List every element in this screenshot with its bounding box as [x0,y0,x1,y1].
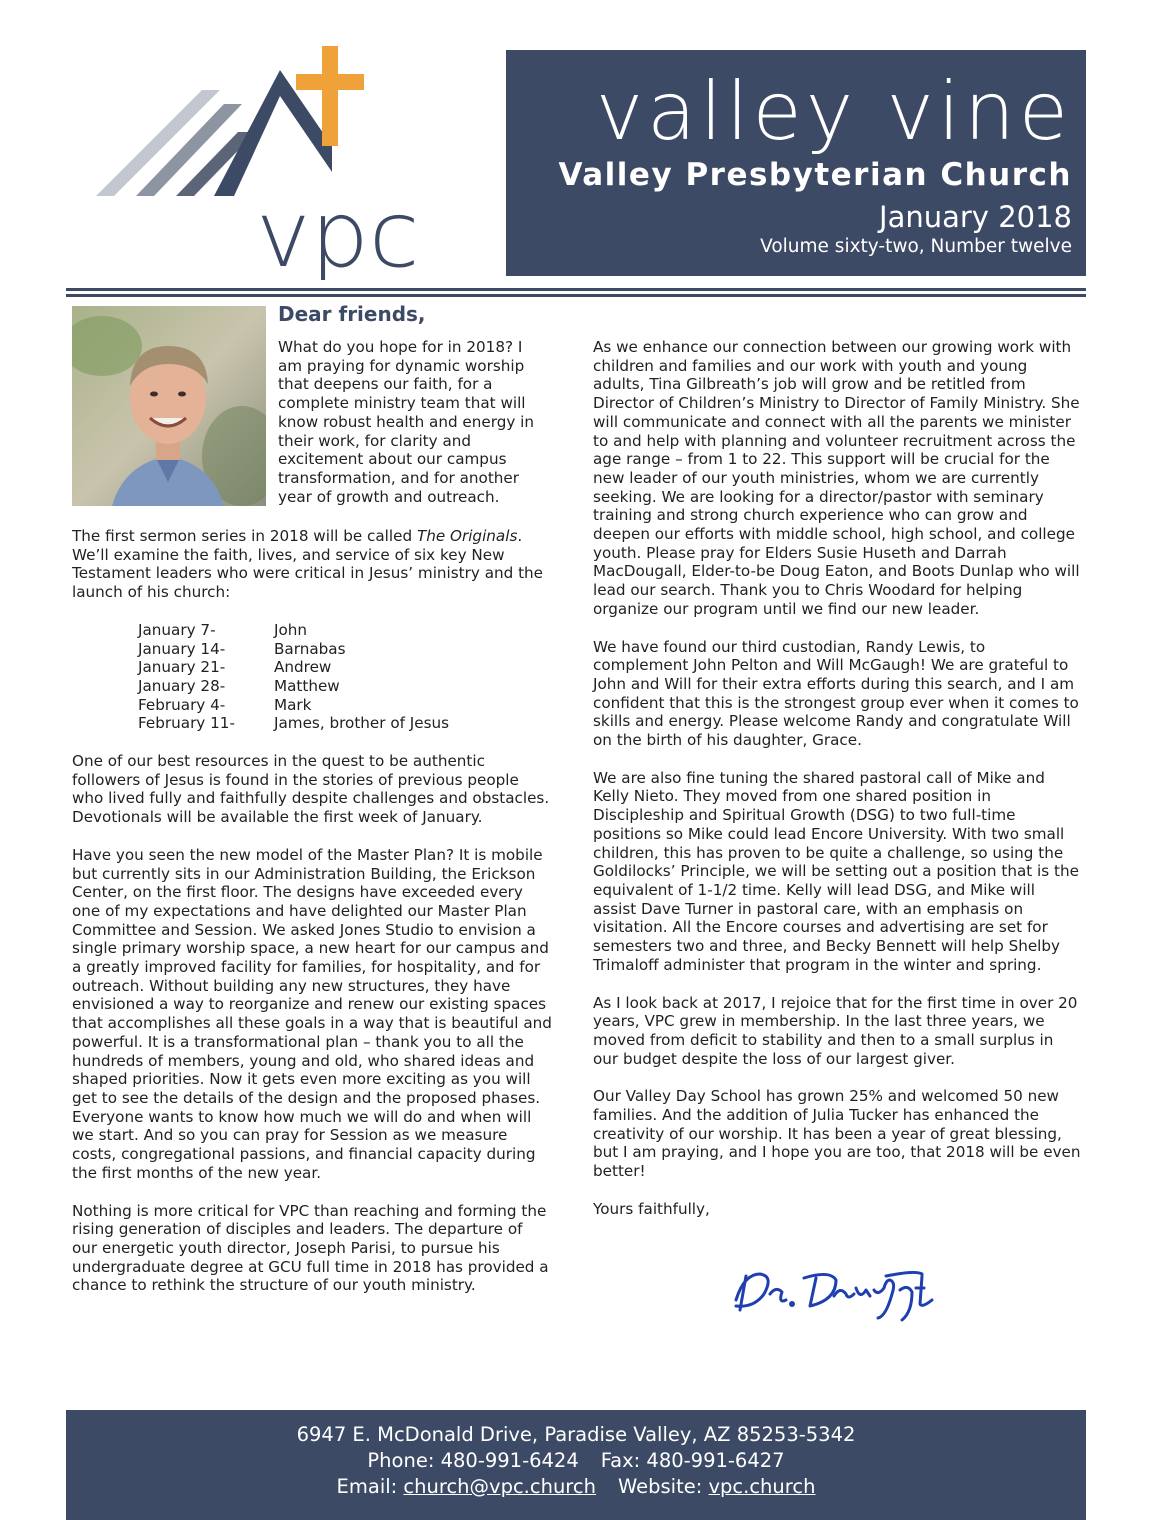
vpc-logo-icon [96,44,466,280]
pastor-photo [72,306,266,506]
sermon-paragraph [72,527,552,602]
newsletter-title: valley vine [595,65,1072,158]
phone-number: Phone: 480-991-6424 [367,1449,579,1472]
schedule-date: January 14- [138,639,226,658]
schedule-row [138,640,449,659]
body-paragraph: As we enhance our connection between our growing work with children and families and our work with youth and young adults, Tina Gilbreath’s job will grow and be retitled from Director of Children’s Ministry to Director of Family Ministry. She will communicate and connect with all the parents we minister to and help with planning and volunteer recruitment across the age range – from 1 to 22. This support will be crucial for the new leader of our youth ministries, whom we are currently seeking. We are looking for a director/pastor with seminary training and strong church experience who can grow and deepen our efforts with middle school, high school, and college youth. Please pray for Elders Susie Huseth and Darrah MacDougall, Elder-to-be Doug Eaton, and Boots Dunlap who will lead our search. Thank you to Chris Woodard for helping organize our program until we find our new leader. [593,338,1080,618]
body-paragraph: As I look back at 2017, I rejoice that for the first time in over 20 years, VPC grew in membership. In the last three years, we moved from deficit to stability and then to a small surplus in our budget despite the loss of our largest giver. [593,993,1078,1068]
pastor-signature [726,1260,948,1324]
schedule-name: Mark [274,695,312,714]
issue-volume: Volume sixty-two, Number twelve [760,235,1072,257]
church-address: 6947 E. McDonald Drive, Paradise Valley, AZ 85253-5342 [296,1423,856,1446]
website-link[interactable]: vpc.church [708,1475,816,1498]
schedule-row [138,677,449,696]
website-label: Website: [617,1475,709,1498]
right-column [593,338,1083,1238]
body-paragraph: Have you seen the new model of the Master Plan? It is mobile but currently sits in our Administration Building, the Erickson Center, on the first floor. The designs have exceeded every one of my expectations and have delighted our Master Plan Committee and Session. We asked Jones Studio to envision a single primary worship space, a new heart for our campus and a greatly improved facility for families, for hospitality, and for outreach. Without building any new structures, they have envisioned a way to reorganize and renew our existing spaces that accomplishes all these goals in a way that is beautiful and powerful. It is a transformational plan – thank you to all the hundreds of members, young and old, who shared ideas and shaped priorities. Now it gets even more exciting as you will get to see the details of the design and the proposed phases. Everyone wants to know how much we will do and when will we start. And so you can pray for Session as we measure costs, congregational passions, and financial capacity during the first months of the new year. [72,845,552,1182]
masthead [506,50,1086,276]
body-paragraph: Our Valley Day School has grown 25% and welcomed 50 new families. And the addition of Julia Tucker has enhanced the creativity of our worship. It has been a year of great blessing, but I am praying, and I hope you are too, that 2018 will be even better! [593,1087,1081,1181]
schedule-name: James, brother of Jesus [274,714,450,733]
schedule-date: February 4- [138,695,226,714]
closing-line: Yours faithfully, [593,1199,710,1218]
intro-paragraph: What do you hope for in 2018? I am praying for dynamic worship that deepens our faith, for a complete ministry team that will know robust health and energy in their work, for clarity and excitement about our campus transformation, and for another year of growth and outreach. [278,338,535,506]
schedule-row [138,714,449,733]
left-column [72,527,552,1314]
email-website-line [66,1474,1086,1500]
schedule-name: Matthew [274,676,340,695]
logo-text: vpc [256,181,420,280]
sermon-schedule [138,621,449,733]
schedule-name: Barnabas [274,639,346,658]
body-paragraph: Nothing is more critical for VPC than reaching and forming the rising generation of disciples and leaders. The departure of our energetic youth director, Joseph Parisi, to pursue his undergraduate degree at GCU full time in 2018 has provided a chance to rethink the structure of our youth ministry. [72,1201,549,1295]
pastor-portrait-icon [72,306,266,506]
email-link[interactable]: church@vpc.church [403,1475,596,1498]
vpc-logo [96,44,466,280]
schedule-row [138,696,449,715]
signature-icon [726,1260,948,1324]
issue-date: January 2018 [879,200,1072,235]
schedule-date: February 11- [138,714,235,733]
sermon-series-title: The Originals [416,527,518,545]
church-name: Valley Presbyterian Church [558,157,1072,193]
phone-fax-line [66,1448,1086,1474]
fax-number: Fax: 480-991-6427 [600,1449,785,1472]
schedule-date: January 21- [138,658,226,677]
schedule-name: Andrew [274,658,332,677]
schedule-row [138,658,449,677]
schedule-date: January 28- [138,676,226,695]
body-paragraph: We are also fine tuning the shared pastoral call of Mike and Kelly Nieto. They moved from one shared position in Discipleship and Spiritual Growth (DSG) to two full-time positions so Mike could lead Encore University. With two small children, this has proven to be quite a challenge, so using the Goldilocks’ Principle, we will be setting out a position that is the equivalent of 1-1/2 time. Kelly will lead DSG, and Mike will assist Dave Turner in pastoral care, with an emphasis on visitation. All the Encore courses and advertising are set for semesters two and three, and Becky Bennett will help Shelby Trimaloff administer that program in the winter and spring. [593,768,1079,974]
header-divider [66,288,1086,298]
schedule-row [138,621,449,640]
schedule-name: John [274,620,308,639]
schedule-date: January 7- [138,620,216,639]
body-paragraph: We have found our third custodian, Randy Lewis, to complement John Pelton and Will McGaugh! We are grateful to John and Will for their extra efforts during this search, and I am confident that this is the strongest group ever when it comes to skills and energy. Please welcome Randy and congratulate Will on the birth of his daughter, Grace. [593,637,1079,750]
body-paragraph: One of our best resources in the quest to be authentic followers of Jesus is found in the stories of previous people who lived fully and faithfully despite challenges and obstacles. Devotionals will be available the first week of January. [72,752,550,827]
email-label: Email: [336,1475,404,1498]
sermon-lead: The first sermon series in 2018 will be called [72,527,417,545]
contact-footer [66,1410,1086,1520]
greeting-heading: Dear friends, [278,302,426,326]
sermon-rest: . We’ll examine the faith, lives, and service of six key New Testament leaders who were critical in Jesus’ ministry and the launch of his church: [72,527,544,602]
